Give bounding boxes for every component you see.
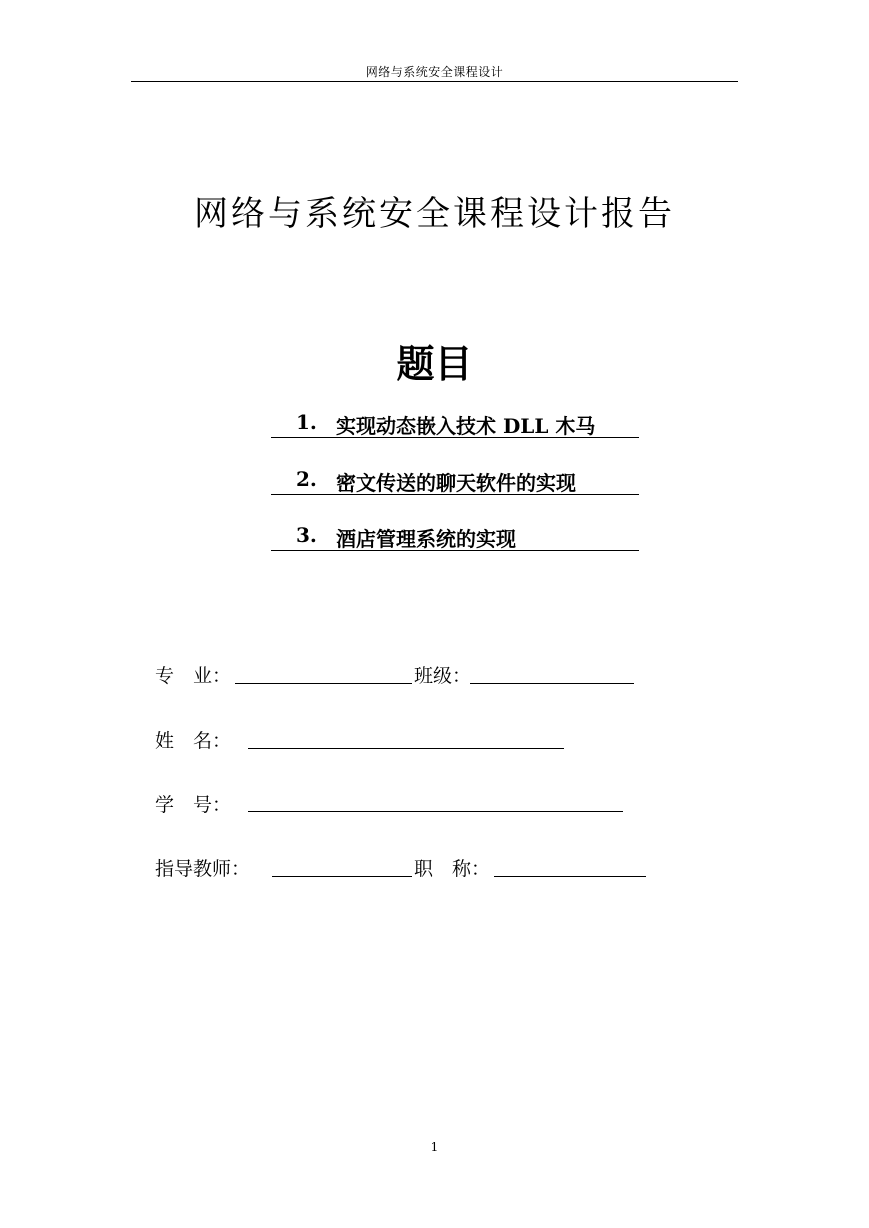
name-field[interactable]	[248, 748, 564, 749]
topic-number: 2.	[296, 467, 317, 491]
advisor-label: 指导教师：	[155, 858, 251, 880]
major-label: 专 业：	[155, 665, 232, 687]
class-field[interactable]	[470, 683, 634, 684]
topic-number: 1.	[296, 410, 317, 434]
topics-heading: 题目	[396, 341, 473, 386]
topic-title: 实现动态嵌入技术 DLL 木马	[336, 414, 596, 438]
topic-item	[271, 409, 639, 438]
page-number: 1	[430, 1140, 439, 1154]
class-label: 班级：	[414, 665, 472, 687]
topic-title: 酒店管理系统的实现	[336, 527, 516, 551]
major-field[interactable]	[235, 683, 412, 684]
running-header: 网络与系统安全课程设计	[365, 65, 504, 79]
topic-item	[271, 466, 639, 495]
topic-item	[271, 522, 639, 551]
report-title: 网络与系统安全课程设计报告	[194, 194, 675, 234]
student-id-field[interactable]	[248, 811, 623, 812]
academic-title-label: 职 称：	[414, 858, 491, 880]
name-label: 姓 名：	[155, 730, 232, 752]
advisor-field[interactable]	[272, 876, 412, 877]
student-id-label: 学 号：	[155, 794, 232, 816]
header-rule	[131, 81, 738, 82]
academic-title-field[interactable]	[494, 876, 646, 877]
topic-title: 密文传送的聊天软件的实现	[336, 471, 576, 495]
topic-number: 3.	[296, 523, 317, 547]
